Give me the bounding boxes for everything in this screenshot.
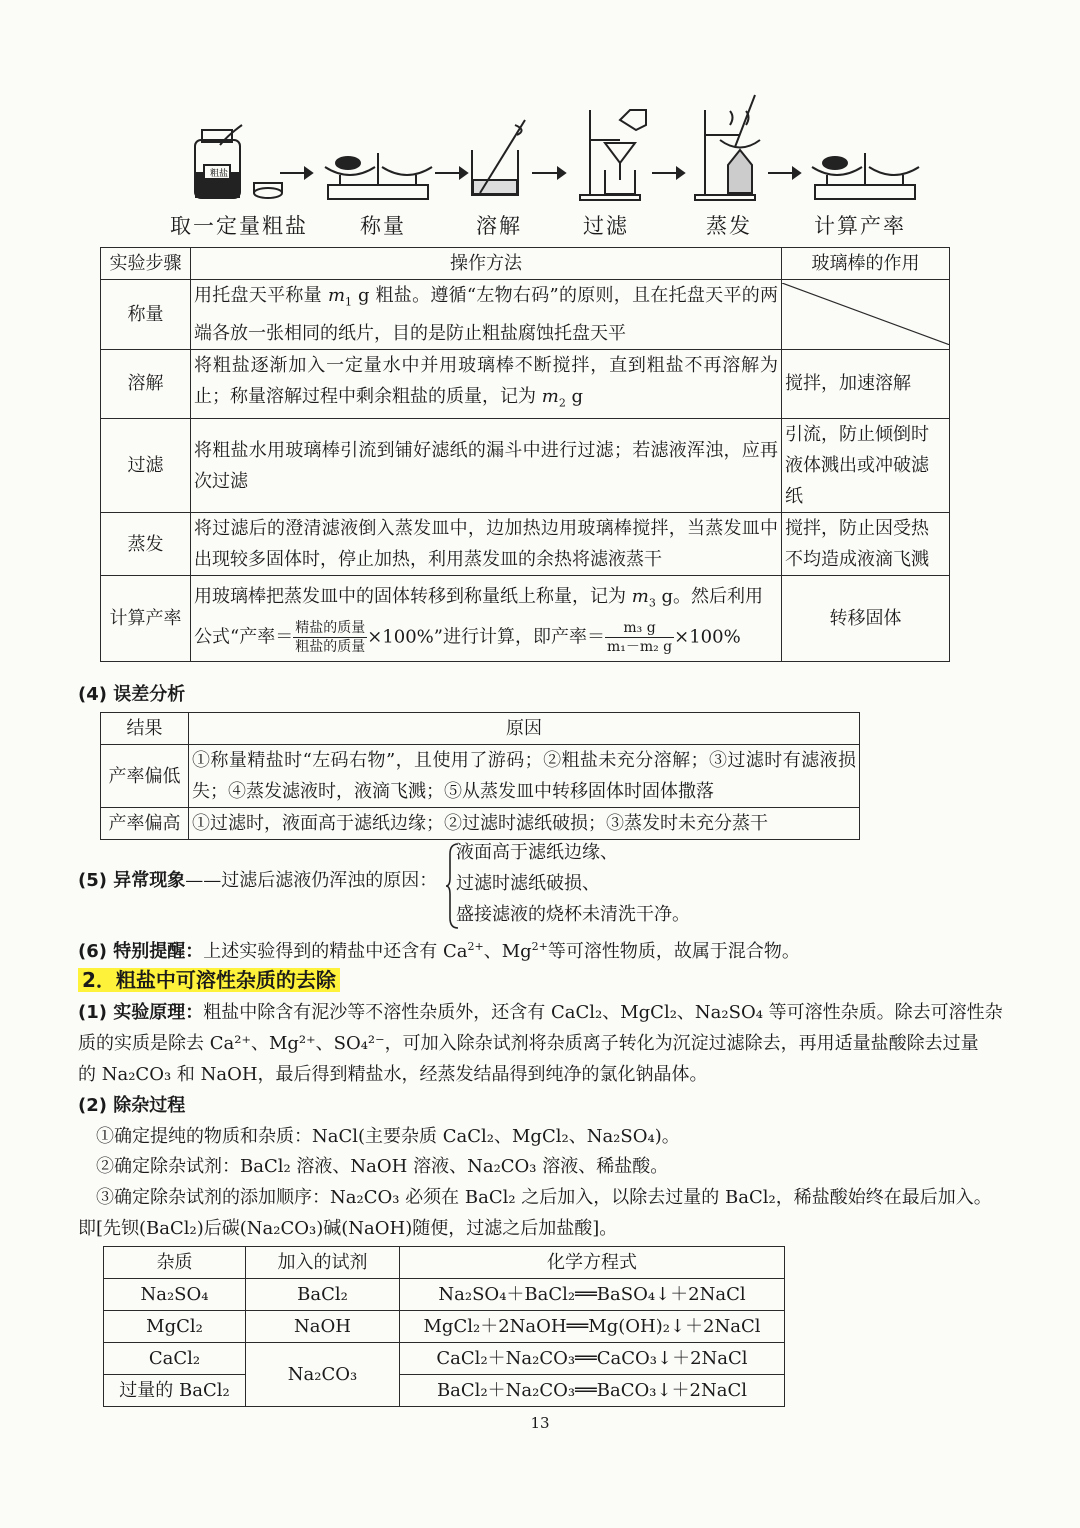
diagonal-line <box>782 283 949 345</box>
reason-cell: ①称量精盐时“左码右物”，且使用了游码；②粗盐未充分溶解；③过滤时有滤液损失；④蒸发滤液时，液滴飞溅；⑤从蒸发皿中转移固体时固体撒落 <box>189 745 860 808</box>
balance-icon <box>325 153 432 199</box>
impurity-cell: MgCl₂ <box>104 1311 246 1343</box>
process-step: ③确定除杂试剂的添加顺序：Na₂CO₃ 必须在 BaCl₂ 之后加入，以除去过量的 BaCl₂，稀盐酸始终在最后加入。 <box>96 1187 992 1208</box>
table-row <box>101 419 950 513</box>
role-cell-empty <box>782 280 950 350</box>
process-step: 即[先钡(BaCl₂)后碳(Na₂CO₃)碱(NaOH)随便，过滤之后加盐酸]。 <box>78 1218 618 1239</box>
reason-item: 盛接滤液的烧杯未清洗干净。 <box>456 904 690 925</box>
header-cell: 玻璃棒的作用 <box>782 248 950 280</box>
equation-cell: Na₂SO₄＋BaCl₂══BaSO₄↓＋2NaCl <box>400 1279 785 1311</box>
role-cell: 转移固体 <box>782 576 950 662</box>
result-cell: 产率偏高 <box>101 808 189 840</box>
principle-line: 质的实质是除去 Ca²⁺、Mg²⁺、SO₄²⁻，可加入除杂试剂将杂质离子转化为沉淀过滤除去，再用适量盐酸除去过量 <box>78 1033 979 1054</box>
table-row <box>104 1311 785 1343</box>
evaporation-icon <box>695 95 760 200</box>
table-row <box>101 576 950 662</box>
reason-cell: ①过滤时，液面高于滤纸边缘；②过滤时滤纸破损；③蒸发时未充分蒸干 <box>189 808 860 840</box>
experiment-steps-table <box>100 247 950 662</box>
header-cell: 杂质 <box>104 1247 246 1279</box>
principle-line: 的 Na₂CO₃ 和 NaOH，最后得到精盐水，经蒸发结晶得到纯净的氯化钠晶体。 <box>78 1064 708 1085</box>
reason-item: 过滤时滤纸破损、 <box>456 873 600 894</box>
equation-cell: MgCl₂＋2NaOH══Mg(OH)₂↓＋2NaCl <box>400 1311 785 1343</box>
method-cell: 将粗盐逐渐加入一定量水中并用玻璃棒不断搅拌，直到粗盐不再溶解为止；称量溶解过程中剩余粗盐的质量，记为 $m_2$ g <box>191 349 782 419</box>
reagent-cell: Na₂CO₃ <box>246 1343 400 1407</box>
page-number: 13 <box>530 1414 550 1432</box>
table-row <box>101 745 860 808</box>
beaker-stirring-icon <box>472 120 525 195</box>
section5-line: (5) 异常现象——过滤后滤液仍浑浊的原因： <box>78 870 438 891</box>
step-label: 蒸发 <box>706 214 752 238</box>
process-step: ②确定除杂试剂：BaCl₂ 溶液、NaOH 溶液、Na₂CO₃ 溶液、稀盐酸。 <box>96 1156 669 1177</box>
header-cell: 化学方程式 <box>400 1247 785 1279</box>
step-cell: 蒸发 <box>101 513 191 576</box>
method-cell: 用玻璃棒把蒸发皿中的固体转移到称量纸上称量，记为 $m_3$ g。然后利用 公式“产率＝ $\frac{\text{精盐的质量}}{\text{粗盐的质量}}$ ×100%”进行计算，即产率＝ $\frac{\text{m₃ g}}{\text{m₁－m₂ g}}$ ×100% <box>191 576 782 662</box>
step-label: 溶解 <box>476 214 522 238</box>
table-row <box>104 1279 785 1311</box>
impurity-cell: 过量的 BaCl₂ <box>104 1375 246 1407</box>
arrow-icons <box>280 168 800 178</box>
role-cell: 搅拌，加速溶解 <box>782 349 950 419</box>
salt-jar-icon <box>195 125 282 198</box>
method-cell: 用托盘天平称量 $m_1$ g 粗盐。遵循“左物右码”的原则，且在托盘天平的两端各放一张相同的纸片，目的是防止粗盐腐蚀托盘天平 <box>191 280 782 350</box>
step-label: 计算产率 <box>814 214 906 238</box>
process-step: ①确定提纯的物质和杂质：NaCl(主要杂质 CaCl₂、MgCl₂、Na₂SO₄)。 <box>96 1126 680 1147</box>
fraction: $\frac{\text{精盐的质量}}{\text{粗盐的质量}}$ <box>295 619 366 655</box>
method-cell: 将粗盐水用玻璃棒引流到铺好滤纸的漏斗中进行过滤；若滤液浑浊，应再次过滤 <box>191 419 782 513</box>
jar-label: 粗盐 <box>210 169 229 179</box>
header-cell: 原因 <box>189 713 860 745</box>
fraction: $\frac{\text{m₃ g}}{\text{m₁－m₂ g}}$ <box>606 619 673 655</box>
role-cell: 搅拌，防止因受热不均造成液滴飞溅 <box>782 513 950 576</box>
section6-line: (6) 特别提醒：上述实验得到的精盐中还含有 $Ca^{2+}$、$Mg^{2+}$等可溶性物质，故属于混合物。 <box>78 940 800 962</box>
balance-icon <box>812 153 919 199</box>
step-cell: 溶解 <box>101 349 191 419</box>
table-row <box>101 349 950 419</box>
table-row <box>101 808 860 840</box>
step-label: 称量 <box>360 214 406 238</box>
method-cell: 将过滤后的澄清滤液倒入蒸发皿中，边加热边用玻璃棒搅拌，当蒸发皿中出现较多固体时，停止加热，利用蒸发皿的余热将滤液蒸干 <box>191 513 782 576</box>
reagent-cell: BaCl₂ <box>246 1279 400 1311</box>
table-row <box>104 1343 785 1375</box>
table-row <box>101 280 950 350</box>
reason-item: 液面高于滤纸边缘、 <box>456 842 618 863</box>
reagent-cell: NaOH <box>246 1311 400 1343</box>
experiment-diagram <box>180 85 920 210</box>
error-analysis-table <box>100 712 860 840</box>
table-row <box>104 1375 785 1407</box>
header-cell: 实验步骤 <box>101 248 191 280</box>
role-cell: 引流，防止倾倒时液体溅出或冲破滤纸 <box>782 419 950 513</box>
impurity-removal-table <box>103 1246 785 1407</box>
header-cell: 操作方法 <box>191 248 782 280</box>
header-cell: 加入的试剂 <box>246 1247 400 1279</box>
result-cell: 产率偏低 <box>101 745 189 808</box>
step-cell: 称量 <box>101 280 191 350</box>
impurity-cell: CaCl₂ <box>104 1343 246 1375</box>
header-cell: 结果 <box>101 713 189 745</box>
step-label: 过滤 <box>583 214 629 238</box>
equation-cell: BaCl₂＋Na₂CO₃══BaCO₃↓＋2NaCl <box>400 1375 785 1407</box>
equation-cell: CaCl₂＋Na₂CO₃══CaCO₃↓＋2NaCl <box>400 1343 785 1375</box>
step-cell: 计算产率 <box>101 576 191 662</box>
section-heading: 2．粗盐中可溶性杂质的去除 <box>78 963 1008 997</box>
process-title: (2) 除杂过程 <box>78 1095 186 1116</box>
table-row <box>101 513 950 576</box>
principle-line: (1) 实验原理：粗盐中除含有泥沙等不溶性杂质外，还含有 CaCl₂、MgCl₂、Na₂SO₄ 等可溶性杂质。除去可溶性杂 <box>78 1002 1003 1023</box>
impurity-cell: Na₂SO₄ <box>104 1279 246 1311</box>
filtration-icon <box>580 110 646 200</box>
step-label: 取一定量粗盐 <box>170 214 308 238</box>
step-cell: 过滤 <box>101 419 191 513</box>
section4-title: (4) 误差分析 <box>78 684 186 705</box>
